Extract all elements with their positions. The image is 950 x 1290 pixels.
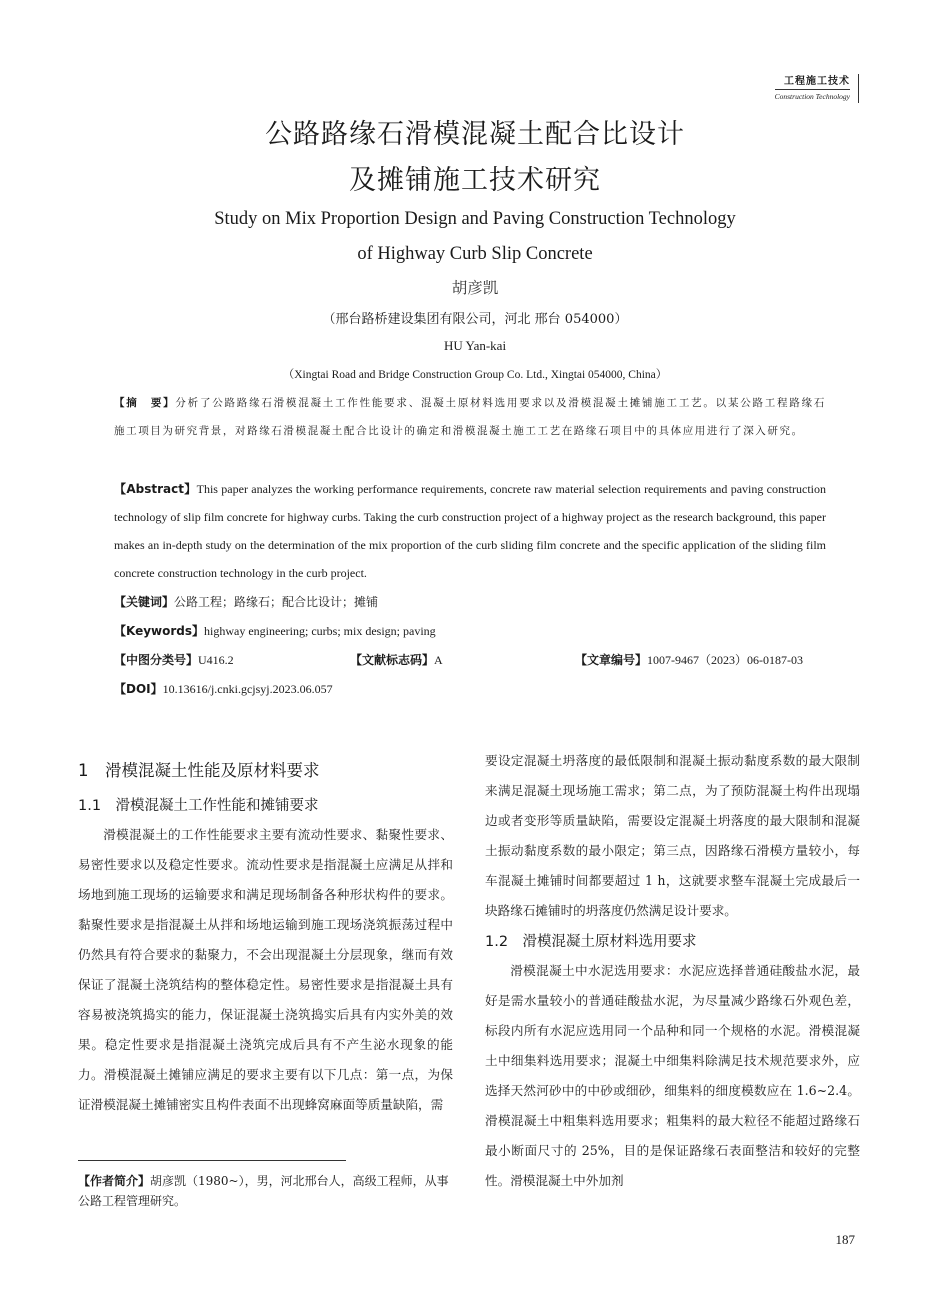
affiliation-zh: （邢台路桥建设集团有限公司，河北 邢台 054000） bbox=[322, 312, 628, 327]
section-1-1-paragraph-continued: 要设定混凝土坍落度的最低限制和混凝土振动黏度系数的最大限制来满足混凝土现场施工需求；第二点，为了预防混凝土构件出现塌边或者变形等质量缺陷，需要设定混凝土坍落度的最大限制和混凝土振动黏度系数的最小限定；第三点，因路缘石滑模方量较小，每车混凝土摊铺时间都要超过 1 h，这就要求整车混凝土完成最后一块路缘石摊铺时的坍落度仍然满足设计要求。 bbox=[485, 753, 860, 918]
section-1-heading: 1 滑模混凝土性能及原材料要求 bbox=[78, 761, 320, 780]
keywords-en-text: highway engineering; curbs; mix design; paving bbox=[204, 624, 436, 638]
footnote-label: 【作者简介】 bbox=[78, 1174, 151, 1188]
doi bbox=[114, 679, 333, 699]
footnote-divider bbox=[78, 1160, 346, 1161]
abstract-zh-text: 分析了公路路缘石滑模混凝土工作性能要求、混凝土原材料选用要求以及滑模混凝土摊铺施工工艺。以某公路工程路缘石施工项目为研究背景，对路缘石滑模混凝土配合比设计的确定和滑模混凝土施工工艺在路缘石项目中的具体应用进行了深入研究。 bbox=[114, 397, 826, 437]
article-number-label: 【文章编号】 bbox=[575, 653, 648, 667]
title-zh-line1: 公路路缘石滑模混凝土配合比设计 bbox=[265, 119, 685, 150]
document-code bbox=[350, 650, 443, 670]
keywords-zh-text: 公路工程；路缘石；配合比设计；摊铺 bbox=[174, 595, 379, 609]
doi-value: 10.13616/j.cnki.gcjsyj.2023.06.057 bbox=[162, 682, 333, 696]
affiliation-en: （Xingtai Road and Bridge Construction Group Co. Ltd., Xingtai 054000, China） bbox=[282, 369, 668, 381]
journal-name-en: Construction Technology bbox=[775, 89, 850, 103]
title-zh-line2: 及摊铺施工技术研究 bbox=[349, 165, 601, 196]
document-code-label: 【文献标志码】 bbox=[350, 653, 435, 667]
keywords-en bbox=[114, 621, 826, 641]
clc-number bbox=[114, 650, 234, 670]
abstract-en bbox=[114, 475, 826, 587]
footnote-text: 胡彦凯（1980~），男，河北邢台人，高级工程师，从事公路工程管理研究。 bbox=[78, 1174, 449, 1208]
clc-label: 【中图分类号】 bbox=[114, 653, 199, 667]
keywords-zh-label: 【关键词】 bbox=[114, 595, 175, 609]
article-number-value: 1007-9467（2023）06-0187-03 bbox=[647, 653, 804, 667]
title-en-line2: of Highway Curb Slip Concrete bbox=[357, 244, 593, 264]
section-1-1-paragraph: 滑模混凝土的工作性能要求主要有流动性要求、黏聚性要求、易密性要求以及稳定性要求。流动性要求是指混凝土应满足从拌和场地到施工现场的运输要求和满足现场制备各种形状构件的要求。黏聚性要求是指混凝土从拌和场地运输到施工现场浇筑振荡过程中仍然具有符合要求的黏聚力，不会出现混凝土分层现象，继而有效保证了混凝土浇筑结构的整体稳定性。易密性要求是指混凝土具有容易被浇筑捣实的能力，保证混凝土浇筑捣实后具有内实外美的效果。稳定性要求是指混凝土浇筑完成后具有不产生泌水现象的能力。滑模混凝土摊铺应满足的要求主要有以下几点：第一点，为保证滑模混凝土摊铺密实且构件表面不出现蜂窝麻面等质量缺陷，需 bbox=[78, 827, 453, 1112]
journal-name-zh: 工程施工技术 bbox=[784, 76, 850, 87]
clc-value: U416.2 bbox=[198, 653, 234, 667]
left-column bbox=[78, 758, 453, 1120]
section-1-2-heading: 1.2 滑模混凝土原材料选用要求 bbox=[485, 934, 697, 950]
section-1-2-paragraph: 滑模混凝土中水泥选用要求：水泥应选择普通硅酸盐水泥，最好是需水量较小的普通硅酸盐水泥，为尽量减少路缘石外观色差，标段内所有水泥应选用同一个品种和同一个规格的水泥。滑模混凝土中细集料选用要求；混凝土中细集料除满足技术规范要求外，应选择天然河砂中的中砂或细砂，细集料的细度模数应在 1.6~2.4。滑模混凝土中粗集料选用要求；粗集料的最大粒径不能超过路缘石最小断面尺寸的 25%，目的是保证路缘石表面整洁和较好的完整性。滑模混凝土中外加剂 bbox=[485, 963, 860, 1188]
section-1-1-heading: 1.1 滑模混凝土工作性能和摊铺要求 bbox=[78, 798, 319, 814]
article-number bbox=[575, 650, 803, 670]
doi-label: 【DOI】 bbox=[114, 682, 163, 696]
abstract-zh bbox=[114, 390, 826, 445]
author-name-zh: 胡彦凯 bbox=[451, 279, 499, 297]
abstract-zh-label: 【摘 要】 bbox=[114, 397, 176, 409]
abstract-en-label: 【Abstract】 bbox=[114, 482, 197, 496]
title-en-line1: Study on Mix Proportion Design and Paving Construction Technology bbox=[214, 209, 736, 229]
abstract-en-text: This paper analyzes the working performance requirements, concrete raw material selection requirements and paving construction technology of slip film concrete for highway curbs. Taking the curb construction project of a highway project as the research background, this paper makes an in-depth study on the determination of the mix proportion of the curb sliding film concrete and the specific application of the sliding film concrete construction technology in the curb project. bbox=[114, 482, 827, 580]
author-footnote bbox=[78, 1171, 456, 1211]
keywords-zh bbox=[114, 592, 826, 612]
document-code-value: A bbox=[434, 653, 443, 667]
right-column bbox=[485, 746, 860, 1196]
page-number: 187 bbox=[835, 1232, 855, 1247]
keywords-en-label: 【Keywords】 bbox=[114, 624, 205, 638]
running-header bbox=[775, 74, 859, 103]
author-name-en: HU Yan-kai bbox=[443, 338, 507, 353]
